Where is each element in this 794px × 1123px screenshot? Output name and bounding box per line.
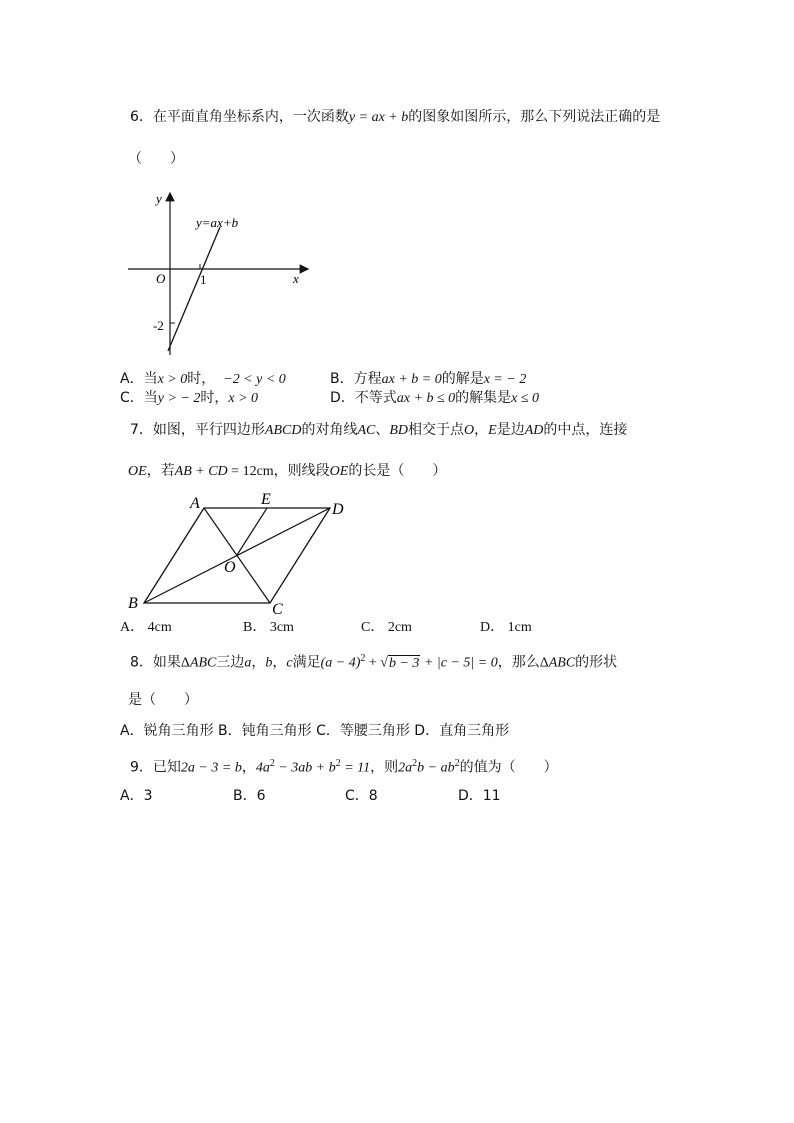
q7-diagonal-bd <box>144 508 330 603</box>
q7-label-b: B <box>128 595 138 612</box>
q6-x-tick-label: 1 <box>200 272 207 287</box>
q7-option-c[interactable]: C． 2cm <box>361 620 412 635</box>
q7-option-b[interactable]: B． 3cm <box>243 620 294 635</box>
q7-label-e: E <box>261 491 271 508</box>
q6-graph <box>120 185 320 365</box>
q6-option-d[interactable]: D．不等式ax + b ≤ 0的解集是x ≤ 0 <box>330 390 540 406</box>
q6-option-c[interactable]: C．当y > − 2时，x > 0 <box>120 390 259 406</box>
q9-option-c[interactable]: C．8 <box>345 788 378 804</box>
q6-option-b[interactable]: B．方程ax + b = 0的解是x = − 2 <box>330 371 527 387</box>
q9-stem: 9．已知2a − 3 = b，$4a^2 - 3ab + b^2 = 11$，则$2a^2b - ab^2$的值为（ ） <box>130 758 558 776</box>
q7-stem-line2: OE，若AB + CD = 12cm，则线段OE的长是（ ） <box>128 463 447 479</box>
q6-stem <box>130 108 660 127</box>
q8-stem-line1: 8．如果ΔABC三边a，b，c满足$(a - 4)^2 + √b - 3 + |c - 5| = 0$，那么ΔABC的形状 <box>130 653 618 671</box>
q6-y-label: y <box>156 191 162 206</box>
q6-text-b: 的图象如图所示，那么下列说法正确的是 <box>408 109 661 125</box>
q6-function-line <box>168 227 220 351</box>
q6-text-a: 在平面直角坐标系内，一次函数 <box>152 109 349 125</box>
q9-option-d[interactable]: D．11 <box>458 788 501 804</box>
q8-options[interactable]: A．锐角三角形 B．钝角三角形 C．等腰三角形 D．直角三角形 <box>120 723 510 739</box>
q6-y-tick-label: -2 <box>153 318 164 333</box>
q6-line-label: y=ax+b <box>196 215 239 230</box>
q6-number: 6． <box>130 109 153 125</box>
q9-option-a[interactable]: A．3 <box>120 788 153 804</box>
q7-option-a[interactable]: A． 4cm <box>120 620 172 635</box>
q7-label-c: C <box>272 601 283 618</box>
q6-option-a[interactable]: A．当x > 0时， −2 < y < 0 <box>120 371 286 387</box>
q7-label-d: D <box>332 501 344 518</box>
q6-origin-label: O <box>156 271 166 286</box>
q6-x-label: x <box>293 271 299 286</box>
q6-answer-paren: （ ） <box>128 151 184 167</box>
q7-option-d[interactable]: D． 1cm <box>480 620 532 635</box>
q6-expr: y = ax + b <box>348 110 409 125</box>
q7-label-a: A <box>190 495 200 512</box>
q8-stem-line2: 是（ ） <box>128 692 198 708</box>
q7-stem-line1: 7．如图，平行四边形ABCD的对角线AC、BD相交于点O，E是边AD的中点，连接 <box>130 422 628 438</box>
q9-option-b[interactable]: B．6 <box>233 788 266 804</box>
q7-parallelogram-figure <box>122 490 362 620</box>
q7-label-o: O <box>224 559 236 576</box>
